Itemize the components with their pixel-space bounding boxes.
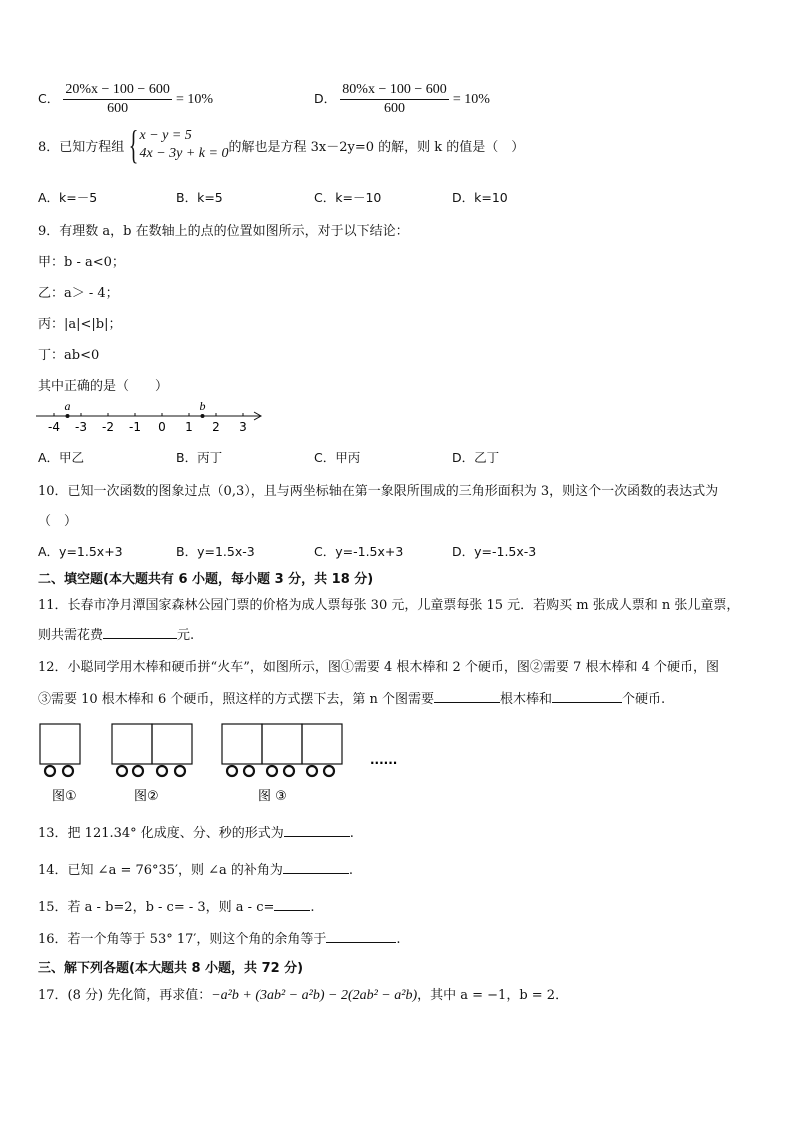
q8-prefix: 8．已知方程组 (38, 139, 125, 155)
coin-icon (175, 766, 185, 776)
q17-prefix: 17．(8 分) 先化简，再求值： (38, 988, 212, 1003)
coin-icon (157, 766, 167, 776)
q7-option-c-fraction (63, 82, 171, 117)
q12-line-2-c: 个硬币. (622, 692, 666, 707)
q7-option-d-rhs: = 10% (452, 92, 490, 107)
q16-answer-blank[interactable] (326, 930, 396, 943)
q9-question: 其中正确的是（ ） (38, 379, 169, 394)
q17 (38, 984, 568, 1004)
coin-icon (117, 766, 127, 776)
number-line-tick-label: -3 (75, 420, 87, 434)
q9-stem: 9．有理数 a，b 在数轴上的点的位置如图所示，对于以下结论： (38, 224, 409, 239)
q10-option-d: D．y=-1.5x-3 (452, 544, 537, 559)
q17-expression: −a²b + (3ab² − a²b) − 2(2ab² − a²b) (211, 988, 418, 1003)
q12-line-2-b: 根木棒和 (499, 692, 552, 707)
q12-line-1: 12．小聪同学用木棒和硬币拼“火车”，如图所示，图①需要 4 根木棒和 2 个硬币，图②需要 7 根木棒和 4 个硬币，图 (38, 660, 719, 675)
q17-suffix: ，其中 a = −1，b = 2． (417, 988, 569, 1003)
q8-brace: { (129, 122, 139, 167)
q12-line-2-a: ③需要 10 根木棒和 6 个硬币，照这样的方式摆下去，第 n 个图需要 (38, 692, 434, 707)
point-a-label: a (64, 399, 71, 413)
number-line-tick-label: -1 (129, 420, 141, 434)
q12-answer-blank-coins[interactable] (552, 690, 622, 703)
q7-option-d-numerator: 80%x − 100 − 600 (340, 82, 448, 100)
coin-icon (324, 766, 334, 776)
q9-option-a: A．甲乙 (38, 450, 85, 465)
number-line-tick-label: 0 (158, 420, 166, 434)
q16-period: . (396, 932, 401, 947)
q12-answer-blank-sticks[interactable] (434, 690, 500, 703)
q9-number-line (32, 398, 268, 436)
q15 (38, 896, 315, 915)
q13 (38, 822, 354, 841)
q9-option-c: C．甲丙 (314, 450, 361, 465)
coin-icon (267, 766, 277, 776)
q10-option-c: C．y=-1.5x+3 (314, 544, 404, 559)
q8-equation-1: x − y = 5 (139, 128, 192, 143)
figure-1-label: 图① (52, 789, 77, 804)
q8-stem (38, 122, 525, 167)
figure-2-train (112, 724, 192, 776)
q8-option-b: B．k=5 (176, 190, 223, 205)
q9-option-d: D．乙丁 (452, 450, 500, 465)
q9-statement-ding: 丁：ab<0 (38, 348, 100, 363)
figure-3-train (222, 724, 342, 776)
q12-line-2 (38, 688, 665, 707)
q10-stem-paren: （ ） (38, 514, 78, 529)
q14 (38, 859, 353, 878)
q7-option-c-rhs: = 10% (175, 92, 214, 107)
section-3-heading: 三、解下列各题(本大题共 8 小题，共 72 分) (38, 961, 304, 976)
coin-icon (307, 766, 317, 776)
q9-option-b: B．丙丁 (176, 450, 223, 465)
q13-text: 13．把 121.34° 化成度、分、秒的形式为 (38, 826, 284, 841)
q7-option-d-fraction (340, 82, 448, 117)
coin-icon (45, 766, 55, 776)
q7-option-c (38, 82, 213, 117)
point-a-marker (66, 414, 70, 418)
number-line-tick-label: 1 (185, 420, 193, 434)
q9-statement-jia: 甲：b - a<0； (38, 255, 125, 270)
q8-suffix: 的解也是方程 3x－2y=0 的解，则 k 的值是（ ） (228, 139, 525, 155)
q14-period: . (348, 863, 354, 878)
q7-option-c-numerator: 20%x − 100 − 600 (63, 82, 171, 100)
q13-answer-blank[interactable] (284, 824, 350, 837)
q9-statement-bing: 丙：|a|<|b|； (38, 317, 122, 332)
q13-period: . (349, 826, 354, 841)
q11-line-1: 11．长春市净月潭国家森林公园门票的价格为成人票每张 30 元，儿童票每张 15 元．若购买 m 张成人票和 n 张儿童票， (38, 598, 740, 613)
q9-statement-yi: 乙：a＞ - 4； (38, 286, 119, 301)
q16-text: 16．若一个角等于 53° 17′，则这个角的余角等于 (38, 932, 327, 947)
coin-icon (284, 766, 294, 776)
figure-3-label: 图 ③ (258, 789, 287, 804)
q8-option-c: C．k=－10 (314, 190, 382, 205)
number-line-tick-label: -2 (102, 420, 114, 434)
section-2-heading: 二、填空题(本大题共有 6 小题，每小题 3 分，共 18 分) (38, 572, 374, 587)
q16 (38, 928, 400, 947)
coin-icon (244, 766, 254, 776)
q7-option-d-label: D． (314, 91, 337, 106)
figure-2-label: 图② (134, 789, 159, 804)
number-line-tick-label: 3 (239, 420, 247, 434)
number-line-tick-label: 2 (212, 420, 220, 434)
q15-answer-blank[interactable] (274, 898, 310, 911)
q11-line-2-pre: 则共需花费 (38, 628, 104, 643)
q8-option-d: D．k=10 (452, 190, 508, 205)
coin-icon (133, 766, 143, 776)
q8-equation-2: 4x − 3y + k = 0 (139, 146, 229, 161)
q10-stem: 10．已知一次函数的图象过点（0,3），且与两坐标轴在第一象限所围成的三角形面积为 3，则这个一次函数的表达式为 (38, 484, 719, 499)
q7-option-d-denominator: 600 (384, 101, 405, 116)
point-b-label: b (199, 399, 206, 413)
number-line-tick-label: -4 (48, 420, 60, 434)
point-b-marker (201, 414, 205, 418)
q15-text: 15．若 a - b=2，b - c= - 3，则 a - c= (38, 900, 275, 915)
q7-option-d (314, 82, 490, 117)
q11-line-2 (38, 624, 194, 643)
q12-ellipsis: ...... (370, 753, 398, 767)
q8-equation-system (124, 122, 229, 167)
q14-answer-blank[interactable] (283, 861, 349, 874)
figure-1-train (40, 724, 80, 776)
q7-option-c-label: C． (38, 91, 60, 106)
q11-answer-blank[interactable] (103, 626, 177, 639)
q8-option-a: A．k=－5 (38, 190, 98, 205)
q7-option-c-denominator: 600 (107, 101, 129, 116)
q12-train-figures (36, 718, 406, 808)
q10-option-a: A．y=1.5x+3 (38, 544, 123, 559)
q11-line-2-post: 元. (177, 628, 195, 643)
q14-text: 14．已知 ∠a = 76°35′，则 ∠a 的补角为 (38, 863, 283, 878)
coin-icon (227, 766, 237, 776)
q10-option-b: B．y=1.5x-3 (176, 544, 255, 559)
coin-icon (63, 766, 73, 776)
q15-period: . (310, 900, 315, 915)
